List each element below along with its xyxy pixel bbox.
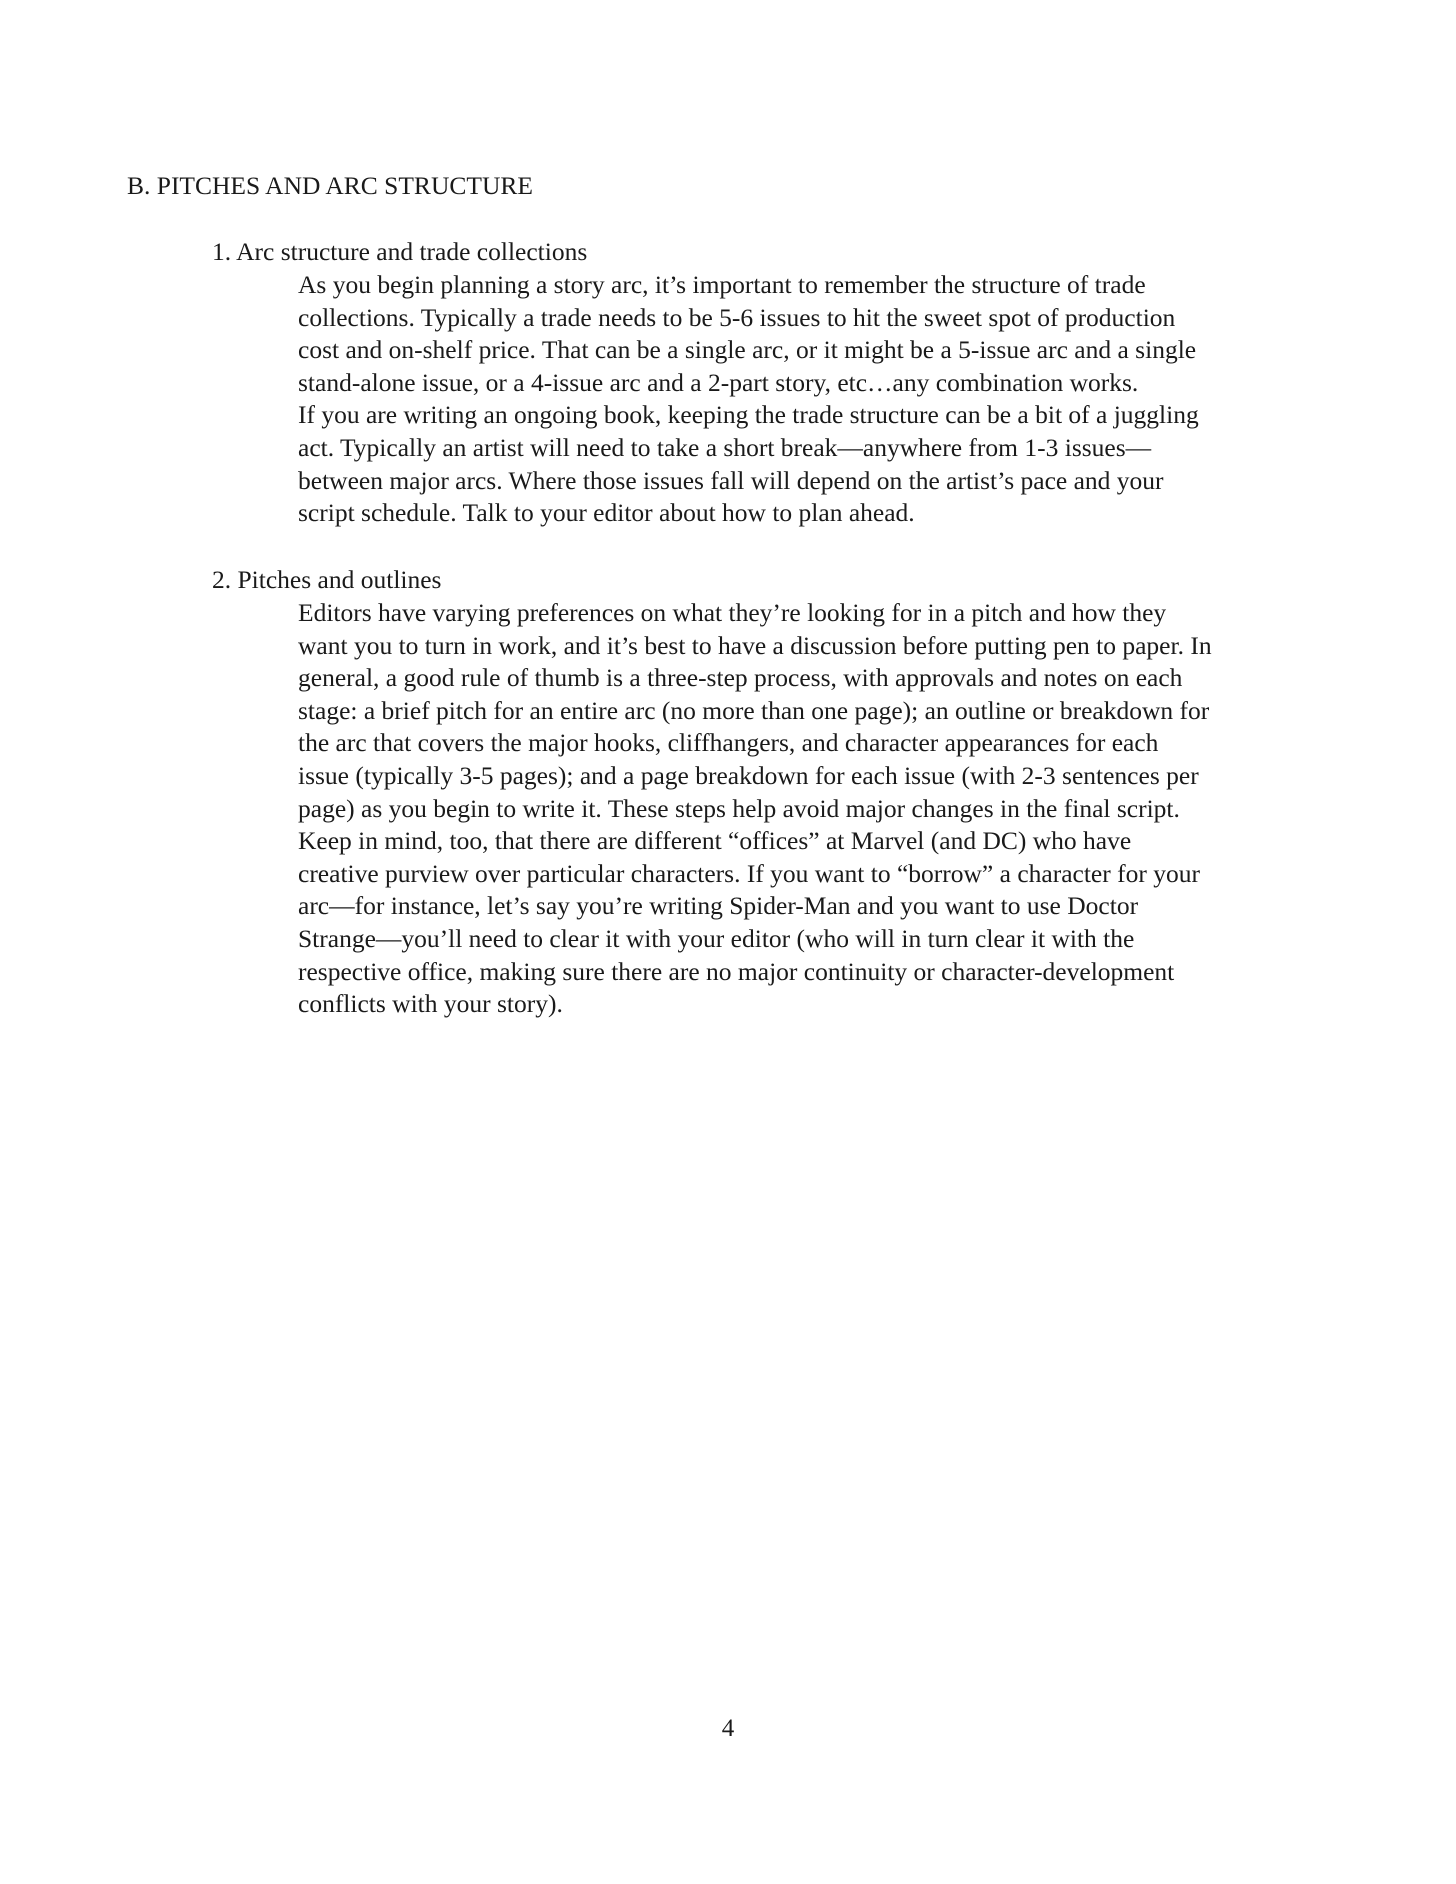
item-body-arc-structure — [298, 269, 1338, 530]
item-heading-pitches-outlines: 2. Pitches and outlines — [212, 565, 442, 594]
body-line: If you are writing an ongoing book, keeping the trade structure can be a bit of a juggling — [298, 400, 1199, 430]
body-line: Strange—you’ll need to clear it with your editor (who will in turn clear it with the — [298, 923, 1135, 953]
body-line: script schedule. Talk to your editor about how to plan ahead. — [298, 498, 915, 528]
body-line: general, a good rule of thumb is a three-step process, with approvals and notes on each — [298, 663, 1183, 693]
section-heading: B. PITCHES AND ARC STRUCTURE — [127, 171, 533, 200]
body-line: As you begin planning a story arc, it’s important to remember the structure of trade — [298, 270, 1146, 299]
body-line: between major arcs. Where those issues fall will depend on the artist’s pace and your — [298, 465, 1164, 495]
body-line: want you to turn in work, and it’s best to have a discussion before putting pen to paper. In — [298, 630, 1212, 660]
body-line: cost and on-shelf price. That can be a single arc, or it might be a 5-issue arc and a single — [298, 335, 1197, 365]
body-line: conflicts with your story). — [298, 989, 563, 1019]
body-line: respective office, making sure there are no major continuity or character-development — [298, 956, 1175, 986]
body-line: collections. Typically a trade needs to be 5-6 issues to hit the sweet spot of production — [298, 302, 1176, 332]
body-line: stand-alone issue, or a 4-issue arc and a 2-part story, etc…any combination works. — [298, 367, 1139, 397]
body-line: Editors have varying preferences on what they’re looking for in a pitch and how they — [298, 598, 1167, 627]
item-body-pitches-outlines — [298, 597, 1338, 1021]
body-line: creative purview over particular characters. If you want to “borrow” a character for your — [298, 858, 1200, 888]
body-line: act. Typically an artist will need to take a short break—anywhere from 1-3 issues— — [298, 432, 1152, 462]
body-line: the arc that covers the major hooks, cliffhangers, and character appearances for each — [298, 728, 1159, 758]
page-number: 4 — [721, 1715, 735, 1742]
body-line: issue (typically 3-5 pages); and a page breakdown for each issue (with 2-3 sentences per — [298, 760, 1199, 790]
body-line: page) as you begin to write it. These steps help avoid major changes in the final script. — [298, 793, 1180, 823]
body-line: arc—for instance, let’s say you’re writing Spider-Man and you want to use Doctor — [298, 891, 1139, 921]
body-line: stage: a brief pitch for an entire arc (no more than one page); an outline or breakdown for — [298, 695, 1210, 725]
item-heading-arc-structure: 1. Arc structure and trade collections — [212, 237, 588, 266]
body-line: Keep in mind, too, that there are different “offices” at Marvel (and DC) who have — [298, 826, 1132, 856]
